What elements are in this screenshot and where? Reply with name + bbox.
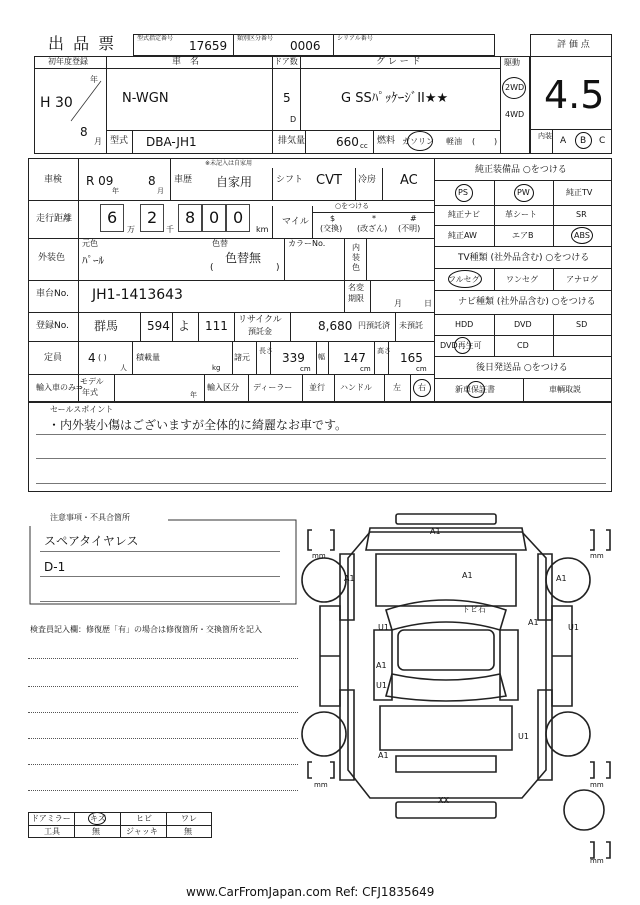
interior-label: 内装 <box>538 132 552 140</box>
first-reg-year: H 30 <box>40 95 73 111</box>
category-value: 0006 <box>290 39 321 53</box>
model-type-label: 型式 <box>110 136 129 146</box>
dvd-play-circle <box>454 337 471 354</box>
length-value: 339 <box>282 351 305 365</box>
mileage-digit-2: 2 <box>147 208 158 227</box>
mile-label: マイル <box>282 217 309 227</box>
width-value: 147 <box>343 351 366 365</box>
cooling-value: AC <box>400 173 418 188</box>
later-header: 後日発送品 ○をつける <box>476 363 568 373</box>
plate-number: 111 <box>205 319 228 333</box>
displacement-label: 排気量 <box>278 136 306 146</box>
mark-u1-right-rear: U1 <box>518 732 529 741</box>
mark-a1-right-front-wheel: A1 <box>556 574 567 583</box>
mirror-scratch-circle <box>88 812 106 825</box>
mark-a1-left-rear: A1 <box>378 751 389 760</box>
displacement-value: 660 <box>336 135 359 149</box>
notes-line-2: D-1 <box>44 560 66 574</box>
fuel-gas-circle <box>407 131 433 151</box>
handle-right: 右 <box>418 383 426 392</box>
doors-label: ドア数 <box>274 57 298 66</box>
grade-value: G SSﾊﾟｯｹｰｼﾞII★★ <box>341 91 449 106</box>
car-diagram <box>300 510 630 880</box>
plate-label: 登録No. <box>36 321 69 331</box>
navi-header: ナビ種類 (社外品含む) ○をつける <box>458 297 596 307</box>
footer-reference: www.CarFromJapan.com Ref: CFJ1835649 <box>186 885 435 899</box>
notes-frame <box>28 518 298 606</box>
history-value: 自家用 <box>216 175 253 189</box>
mark-a1-left-front-wheel: A1 <box>344 574 355 583</box>
fuel-label: 燃料 <box>377 136 396 146</box>
color-change-value: 色替無 <box>225 251 262 265</box>
recycle-value: 8,680 <box>318 319 353 333</box>
meter-note: ○をつける <box>335 202 370 210</box>
handle-right-circle <box>413 379 431 397</box>
warranty-circle <box>467 381 485 398</box>
interior-a: A <box>560 136 567 146</box>
plate-region: 群馬 <box>94 319 119 333</box>
fuel-gas: ガソリン <box>402 137 434 146</box>
model-designation-label: 型式指定番号 <box>137 35 174 42</box>
shaken-label: 車検 <box>44 175 63 185</box>
import-label: 輸入車のみ⇒ <box>36 383 83 392</box>
interior-b-circle <box>575 132 592 149</box>
shift-value: CVT <box>316 173 342 188</box>
exterior-color-label: 外装色 <box>38 253 66 263</box>
capacity-label: 定員 <box>44 353 63 363</box>
mark-a1-front-bumper: A1 <box>430 527 441 536</box>
height-value: 165 <box>400 351 423 365</box>
inspector-label: 検査員記入欄：修復歴「有」の場合は修復箇所・交換箇所を記入 <box>30 625 262 634</box>
genuine-header: 純正装備品 ○をつける <box>475 165 567 175</box>
notes-line-1: スペアタイヤレス <box>44 534 139 548</box>
notes-label: 注意事項・不具合箇所 <box>50 513 130 522</box>
doors-value: 5 <box>283 91 291 105</box>
shift-label: シフト <box>276 175 304 185</box>
drive-2wd: 2WD <box>505 83 525 92</box>
mileage-digit-3: 8 <box>185 208 196 227</box>
mileage-label: 走行距離 <box>36 214 73 224</box>
chassis-value: JH1-1413643 <box>92 287 183 303</box>
shaken-value: R 09 <box>86 174 114 188</box>
original-color: ﾊﾟｰﾙ <box>82 254 104 267</box>
first-reg-slash <box>66 76 106 126</box>
car-name-label: 車 名 <box>172 57 200 67</box>
fuel-diesel: 軽油 <box>446 137 462 146</box>
fullseg-circle <box>448 270 482 288</box>
category-label: 類別区分番号 <box>237 35 274 42</box>
drive-label: 駆動 <box>504 58 520 67</box>
interior-c: C <box>599 136 606 146</box>
mark-chip-windshield: トビ石 <box>462 605 486 614</box>
first-reg-label: 初年度登録 <box>48 57 88 66</box>
car-name: N-WGN <box>122 91 169 106</box>
mileage-digit-4: 0 <box>209 208 220 227</box>
mark-u1-left-front-door: U1 <box>378 623 389 632</box>
rating-label: 評 価 点 <box>557 40 590 50</box>
sales-point-box <box>28 402 612 492</box>
page-title: 出 品 票 <box>48 34 117 53</box>
serial-label: シリアル番号 <box>337 35 373 42</box>
drive-4wd: 4WD <box>505 110 525 119</box>
shaken-month: 8 <box>148 174 156 188</box>
mark-xx-rear-bumper: XX <box>438 796 449 805</box>
pw-circle <box>514 184 534 202</box>
mark-a1-right-front-door: A1 <box>528 618 539 627</box>
door-type: D <box>290 115 297 124</box>
plate-class: 594 <box>147 319 170 333</box>
mark-u1-left-rear-door: U1 <box>376 681 387 690</box>
model-type-value: DBA-JH1 <box>146 135 197 149</box>
mark-u1-right-front-door: U1 <box>568 623 579 632</box>
first-reg-month: 8 <box>80 125 88 139</box>
history-label: 車歴 <box>174 175 193 185</box>
ps-circle <box>455 184 473 202</box>
sales-point-text: ・内外装小傷はございますが全体的に綺麗なお車です。 <box>48 418 348 432</box>
mileage-digit-1: 6 <box>107 208 118 227</box>
chassis-label: 車台No. <box>36 289 69 299</box>
color-no-label: カラーNo. <box>288 239 326 248</box>
interior-b: B <box>580 136 587 146</box>
abs-circle <box>571 227 593 244</box>
cooling-label: 冷房 <box>358 175 377 185</box>
mark-a1-hood: A1 <box>462 571 473 580</box>
tv-header: TV種類 (社外品含む) ○をつける <box>458 253 590 263</box>
rating-value: 4.5 <box>544 73 605 117</box>
plate-kana: よ <box>178 319 191 333</box>
mileage-digit-5: 0 <box>233 208 244 227</box>
history-note: ※未記入は自家用 <box>205 160 253 167</box>
capacity-value: 4 <box>88 351 96 365</box>
sales-point-label: セールスポイント <box>50 405 114 414</box>
grade-label: グ レ ー ド <box>376 57 421 67</box>
drive-2wd-circle <box>502 77 526 99</box>
mark-a1-left-rear-door: A1 <box>376 661 387 670</box>
model-designation-value: 17659 <box>189 39 228 53</box>
